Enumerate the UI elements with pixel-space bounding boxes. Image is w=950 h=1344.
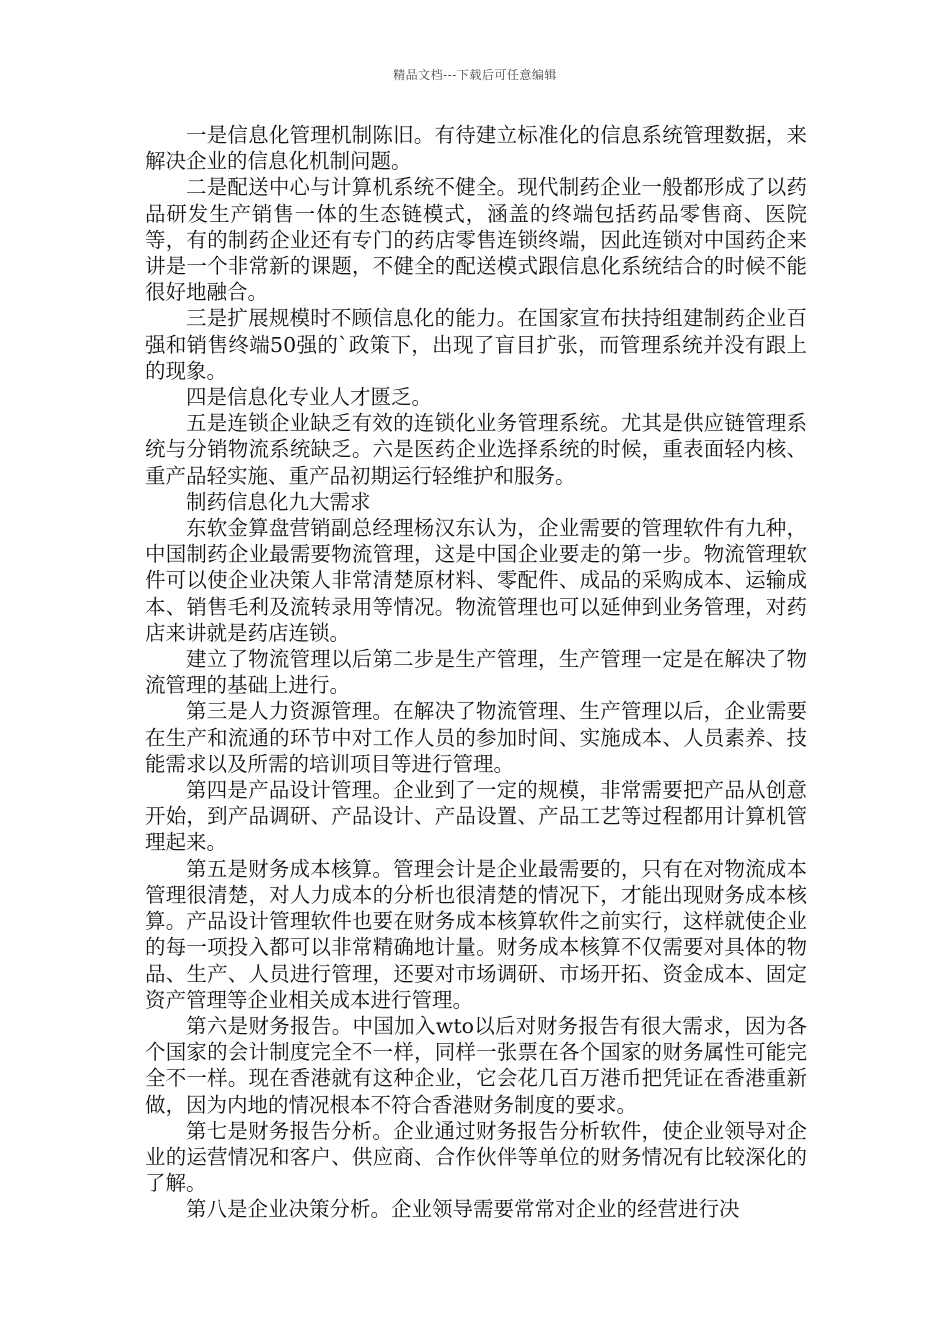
paragraph: 第四是产品设计管理。企业到了一定的规模，非常需要把产品从创意开始，到产品调研、产品设计、产品设置、产品工艺等过程都用计算机管理起来。 xyxy=(145,778,807,855)
paragraph: 第八是企业决策分析。企业领导需要常常对企业的经营进行决 xyxy=(186,1197,740,1222)
paragraph: 一是信息化管理机制陈旧。有待建立标准化的信息系统管理数据，来解决企业的信息化机制问题。 xyxy=(145,123,807,174)
paragraph: 四是信息化专业人才匮乏。 xyxy=(186,385,432,410)
paragraph: 东软金算盘营销副总经理杨汉东认为，企业需要的管理软件有九种，中国制药企业最需要物流管理，这是中国企业要走的第一步。物流管理软件可以使企业决策人非常清楚原材料、零配件、成品的采购成本、运输成本、销售毛利及流转录用等情况。物流管理也可以延伸到业务管理，对药店来讲就是药店连锁。 xyxy=(145,516,807,645)
paragraph: 第七是财务报告分析。企业通过财务报告分析软件，使企业领导对企业的运营情况和客户、供应商、合作伙伴等单位的财务情况有比较深化的了解。 xyxy=(145,1118,807,1196)
paragraph: 建立了物流管理以后第二步是生产管理，生产管理一定是在解决了物流管理的基础上进行。 xyxy=(145,647,807,698)
paragraph: 三是扩展规模时不顾信息化的能力。在国家宣布扶持组建制药企业百强和销售终端50强的`政策下，出现了盲目扩张，而管理系统并没有跟上的现象。 xyxy=(145,306,807,383)
section-heading: 制药信息化九大需求 xyxy=(186,489,371,514)
paragraph: 第六是财务报告。中国加入wto以后对财务报告有很大需求，因为各个国家的会计制度完全不一样，同样一张票在各个国家的财务属性可能完全不一样。现在香港就有这种企业，它会花几百万港币把凭证在香港重新做，因为内地的情况根本不符合香港财务制度的要求。 xyxy=(145,1013,807,1117)
paragraph: 五是连锁企业缺乏有效的连锁化业务管理系统。尤其是供应链管理系统与分销物流系统缺乏。六是医药企业选择系统的时候，重表面轻内核、重产品轻实施、重产品初期运行轻维护和服务。 xyxy=(145,411,807,488)
page-header: 精品文档---下载后可任意编辑 xyxy=(393,68,557,82)
paragraph: 二是配送中心与计算机系统不健全。现代制药企业一般都形成了以药品研发生产销售一体的生态链模式，涵盖的终端包括药品零售商、医院等，有的制药企业还有专门的药店零售连锁终端，因此连锁对中国药企来讲是一个非常新的课题，不健全的配送模式跟信息化系统结合的时候不能很好地融合。 xyxy=(145,175,807,305)
paragraph: 第三是人力资源管理。在解决了物流管理、生产管理以后，企业需要在生产和流通的环节中对工作人员的参加时间、实施成本、人员素养、技能需求以及所需的培训项目等进行管理。 xyxy=(145,699,807,776)
paragraph: 第五是财务成本核算。管理会计是企业最需要的，只有在对物流成本管理很清楚，对人力成本的分析也很清楚的情况下，才能出现财务成本核算。产品设计管理软件也要在财务成本核算软件之前实行，这样就使企业的每一项投入都可以非常精确地计量。财务成本核算不仅需要对具体的物品、生产、人员进行管理，还要对市场调研、市场开拓、资金成本、固定资产管理等企业相关成本进行管理。 xyxy=(145,856,807,1012)
document-body xyxy=(145,122,807,1223)
